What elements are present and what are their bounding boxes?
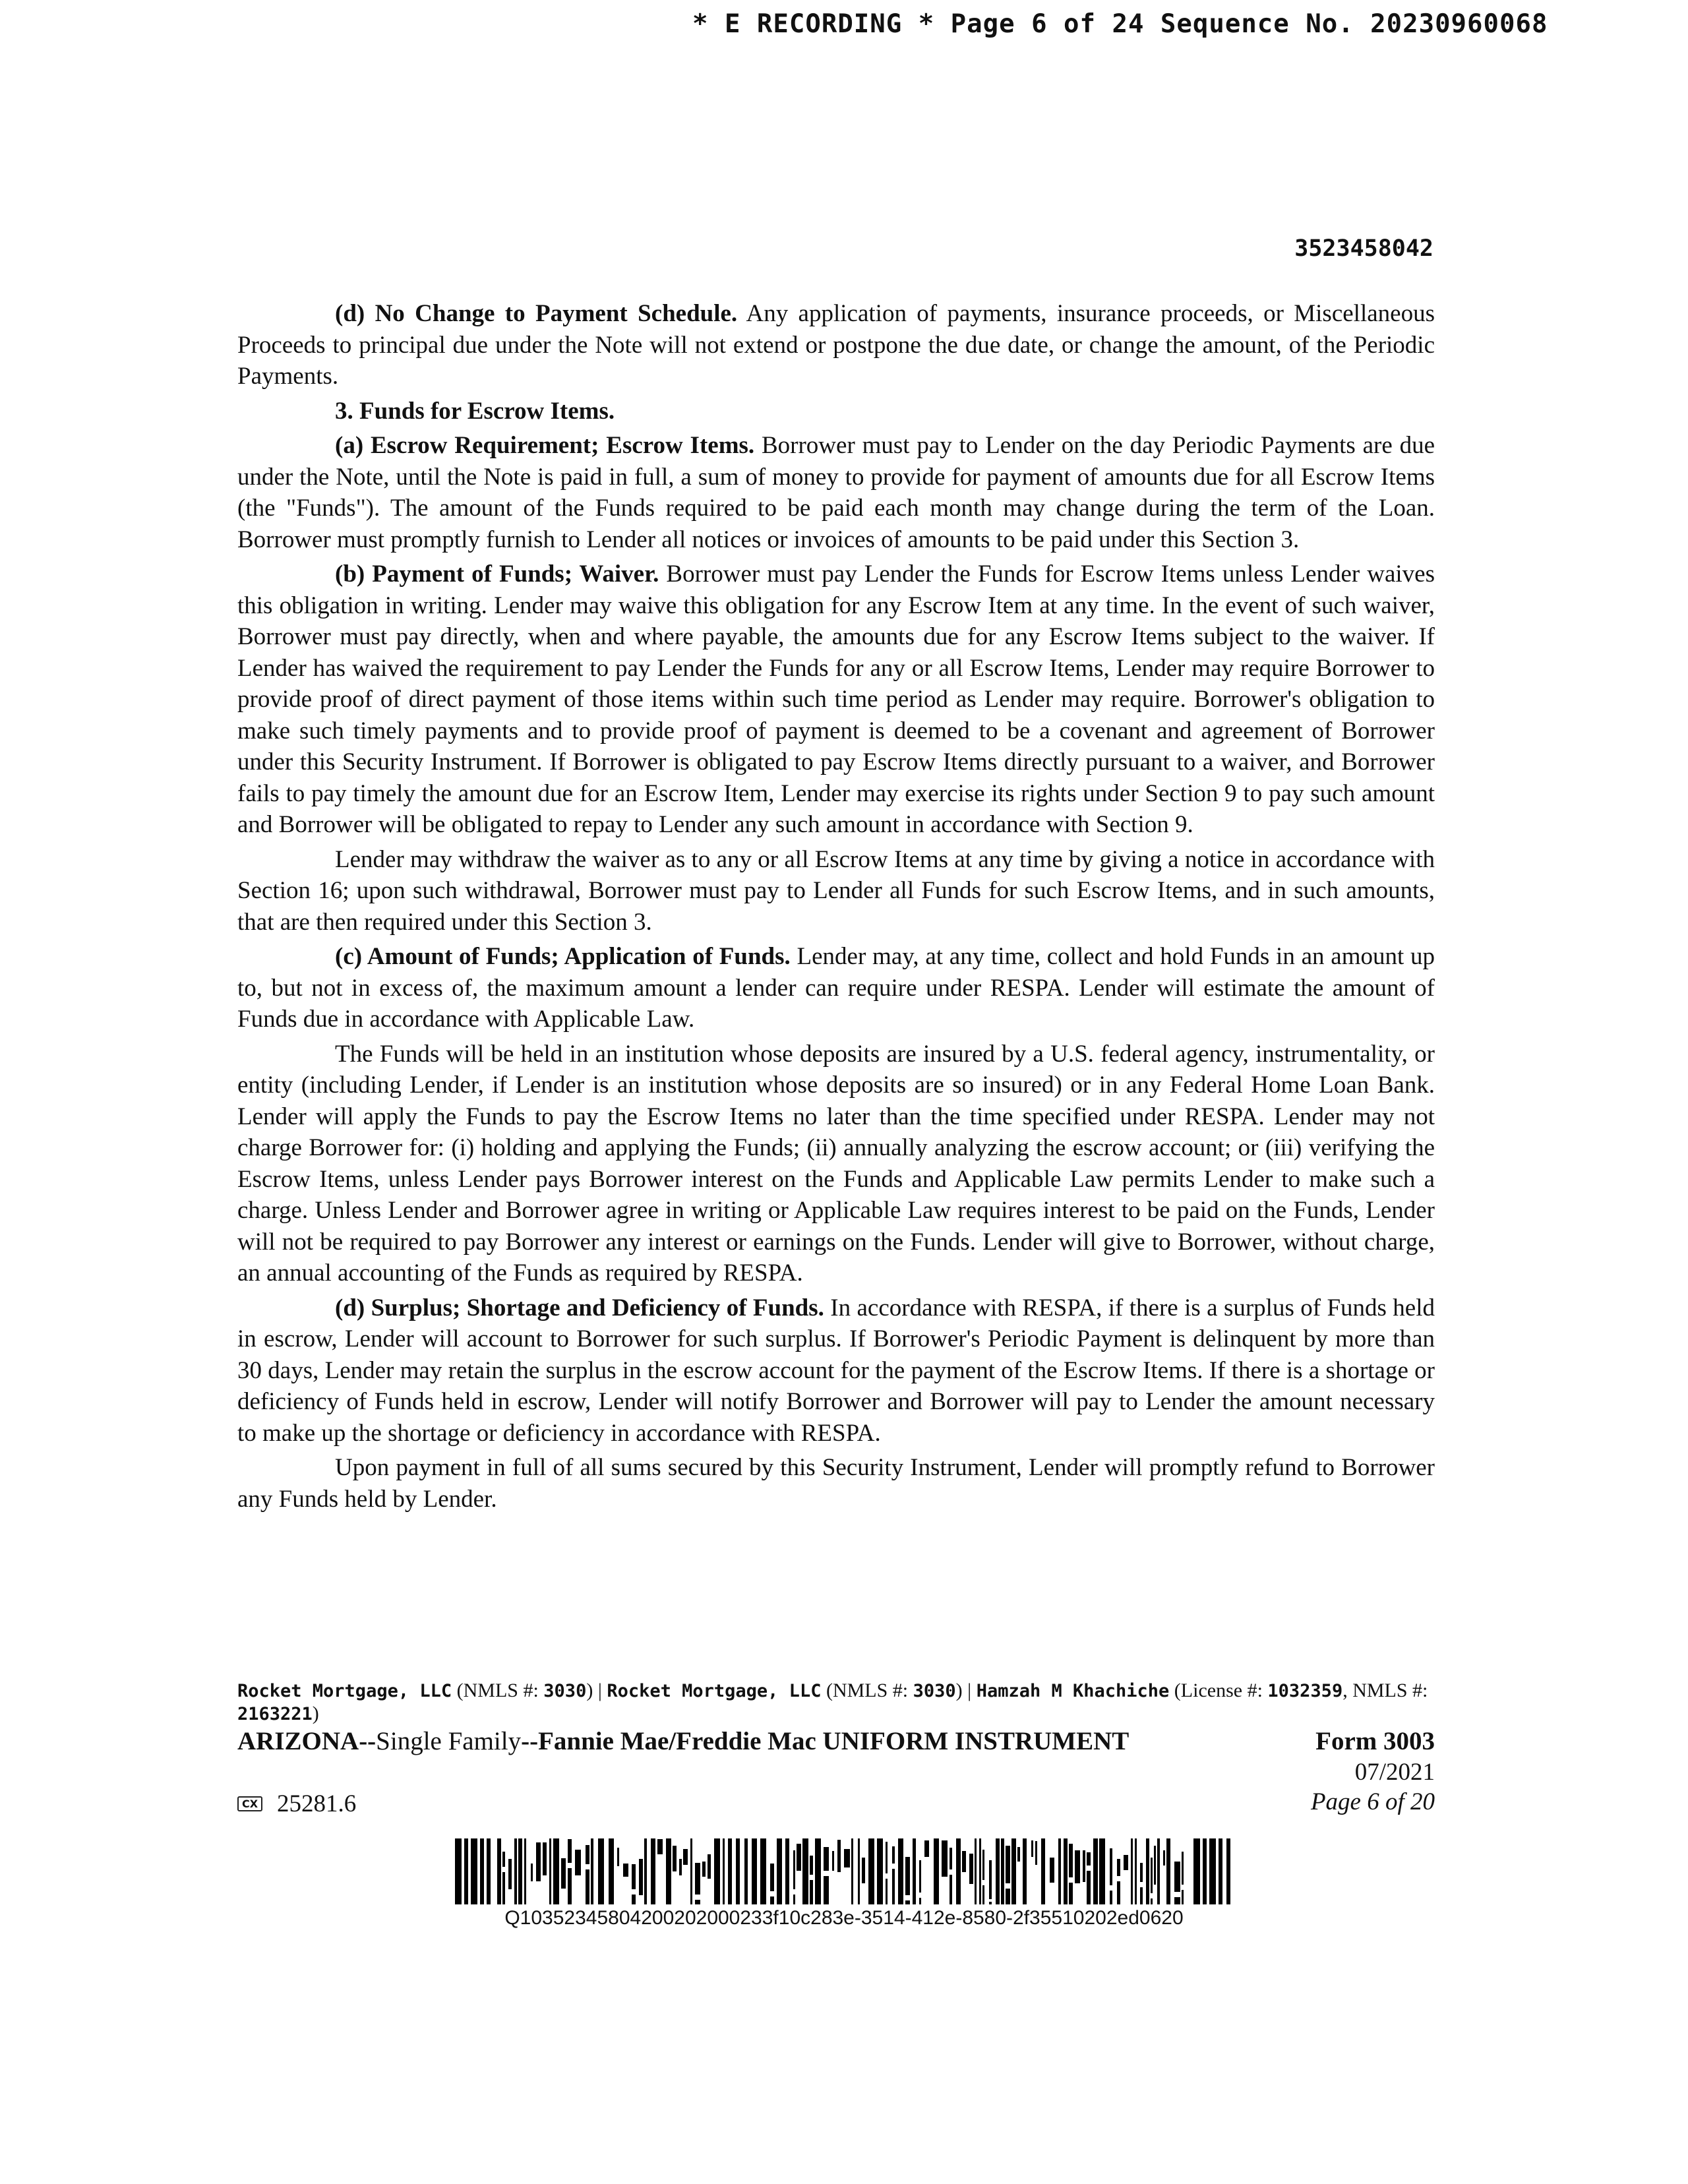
paragraph-surplus-shortage xyxy=(237,1292,1435,1449)
document-code xyxy=(237,1790,356,1818)
paragraph-text: Any application of payments, insurance proceeds, or Miscellaneous Proceeds to principal due under the Note will not extend or postpone the due date, or change the amount, of the Periodic Payments. xyxy=(237,300,1435,390)
nmls-number: 3030 xyxy=(543,1681,587,1701)
paragraph-text: Borrower must pay to Lender on the day Periodic Payments are due under the Note, until the Note is paid in full, a sum of money to provide for payment of amounts due for all Escrow Items (the "Funds"). The amount of the Funds required to be paid each month may change during the term of the Loan. Borrower must promptly furnish to Lender all notices or invoices of amounts to be paid under this Section 3. xyxy=(237,432,1435,553)
form-date: 07/2021 xyxy=(1354,1759,1435,1786)
form-meta xyxy=(1311,1757,1435,1817)
paragraph-refund: Upon payment in full of all sums secured by this Security Instrument, Lender will promptly refund to Borrower any Funds held by Lender. xyxy=(237,1454,1435,1513)
paragraph-escrow-requirement xyxy=(237,430,1435,555)
barcode-text: Q10352345804200202000233f10c283e-3514-412e-8580-2f35510202ed0620 xyxy=(504,1907,1184,1929)
paragraph-text: Lender may, at any time, collect and hold Funds in an amount up to, but not in excess of, the maximum amount a lender can require under RESPA. Lender will estimate the amount of Funds due in accordance with Applicable Law. xyxy=(237,943,1435,1033)
paragraph-amount-of-funds xyxy=(237,941,1435,1035)
paragraph-text: Borrower must pay Lender the Funds for Escrow Items unless Lender waives this obligation in writing. Lender may waive this obligation for any Escrow Item at any time. In the event of such waiver, Borrower must pay directly, when and where payable, the amounts due for any Escrow Items subject to the waiver. If Lender has waived the requirement to pay Lender the Funds for any or all Escrow Items, Lender may require Borrower to provide proof of direct payment of those items within such time period as Lender may require. Borrower's obligation to make such timely payments and to provide proof of payment is deemed to be a covenant and agreement of Borrower under this Security Instrument. If Borrower is obligated to pay Escrow Items directly pursuant to a waiver, and Borrower fails to pay timely the amount due for an Escrow Item, Lender may exercise its rights under Section 9 to pay such amount and Borrower will be obligated to repay to Lender any such amount in accordance with Section 9. xyxy=(237,561,1435,838)
footer-lender-info: Rocket Mortgage, LLC (NMLS #: 3030) | Rocket Mortgage, LLC (NMLS #: 3030) | Hamzah M Khachiche (License #: 1032359, NMLS #: 2163221) xyxy=(237,1680,1428,1724)
form-title: ARIZONA--Single Family--Fannie Mae/Freddie Mac UNIFORM INSTRUMENT xyxy=(237,1727,1130,1755)
lender-name: Rocket Mortgage, LLC xyxy=(237,1681,452,1701)
document-body xyxy=(237,298,1435,1518)
paragraph-heading: (d) Surplus; Shortage and Deficiency of Funds. xyxy=(335,1294,824,1321)
form-number: Form 3003 xyxy=(1315,1727,1435,1755)
nmls-number: 3030 xyxy=(913,1681,956,1701)
barcode-icon xyxy=(455,1838,1233,1904)
loan-number: 3523458042 xyxy=(1294,235,1433,262)
originator-name: Hamzah M Khachiche xyxy=(976,1681,1170,1701)
section-3-heading: 3. Funds for Escrow Items. xyxy=(335,397,615,425)
paragraph-heading: (d) No Change to Payment Schedule. xyxy=(335,300,738,327)
paragraph-text: In accordance with RESPA, if there is a surplus of Funds held in escrow, Lender will account to Borrower for such surplus. If Borrower's Periodic Payment is delinquent by more than 30 days, Lender may retain the surplus in the escrow account for the payment of the Escrow Items. If there is a shortage or deficiency of Funds held in escrow, Lender will notify Borrower and Borrower will pay to Lender the amount necessary to make up the shortage or deficiency in accordance with RESPA. xyxy=(237,1294,1435,1447)
paragraph-heading: (a) Escrow Requirement; Escrow Items. xyxy=(335,432,755,459)
recording-header: * E RECORDING * Page 6 of 24 Sequence No. 20230960068 xyxy=(692,9,1548,39)
document-code-number: 25281.6 xyxy=(277,1790,357,1817)
lender-name: Rocket Mortgage, LLC xyxy=(607,1681,822,1701)
paragraph-withdraw-waiver: Lender may withdraw the waiver as to any or all Escrow Items at any time by giving a notice in accordance with Section 16; upon such withdrawal, Borrower must pay to Lender all Funds for such Escrow Items, and in such amounts, that are then required under this Section 3. xyxy=(237,845,1435,936)
form-title-line xyxy=(237,1726,1435,1757)
nmls-number: 2163221 xyxy=(237,1704,313,1724)
license-number: 1032359 xyxy=(1267,1681,1343,1701)
cx-logo-icon: CX xyxy=(237,1796,262,1811)
paragraph-no-change xyxy=(237,298,1435,392)
page-label: Page 6 of 20 xyxy=(1310,1788,1435,1815)
paragraph-funds-held: The Funds will be held in an institution whose deposits are insured by a U.S. federal agency, instrumentality, or entity (including Lender, if Lender is an institution whose deposits are so insured) or in any Federal Home Loan Bank. Lender will apply the Funds to pay the Escrow Items no later than the time specified under RESPA. Lender may not charge Borrower for: (i) holding and applying the Funds; (ii) annually analyzing the escrow account; or (iii) verifying the Escrow Items, unless Lender pays Borrower interest on the Funds and Applicable Law permits Lender to make such a charge. Unless Lender and Borrower agree in writing or Applicable Law requires interest to be paid on the Funds, Lender will not be required to pay Borrower any interest or earnings on the Funds. Lender will give to Borrower, without charge, an annual accounting of the Funds as required by RESPA. xyxy=(237,1040,1435,1287)
paragraph-heading: (c) Amount of Funds; Application of Funds. xyxy=(335,943,791,970)
paragraph-payment-waiver xyxy=(237,559,1435,841)
paragraph-heading: (b) Payment of Funds; Waiver. xyxy=(335,561,659,588)
